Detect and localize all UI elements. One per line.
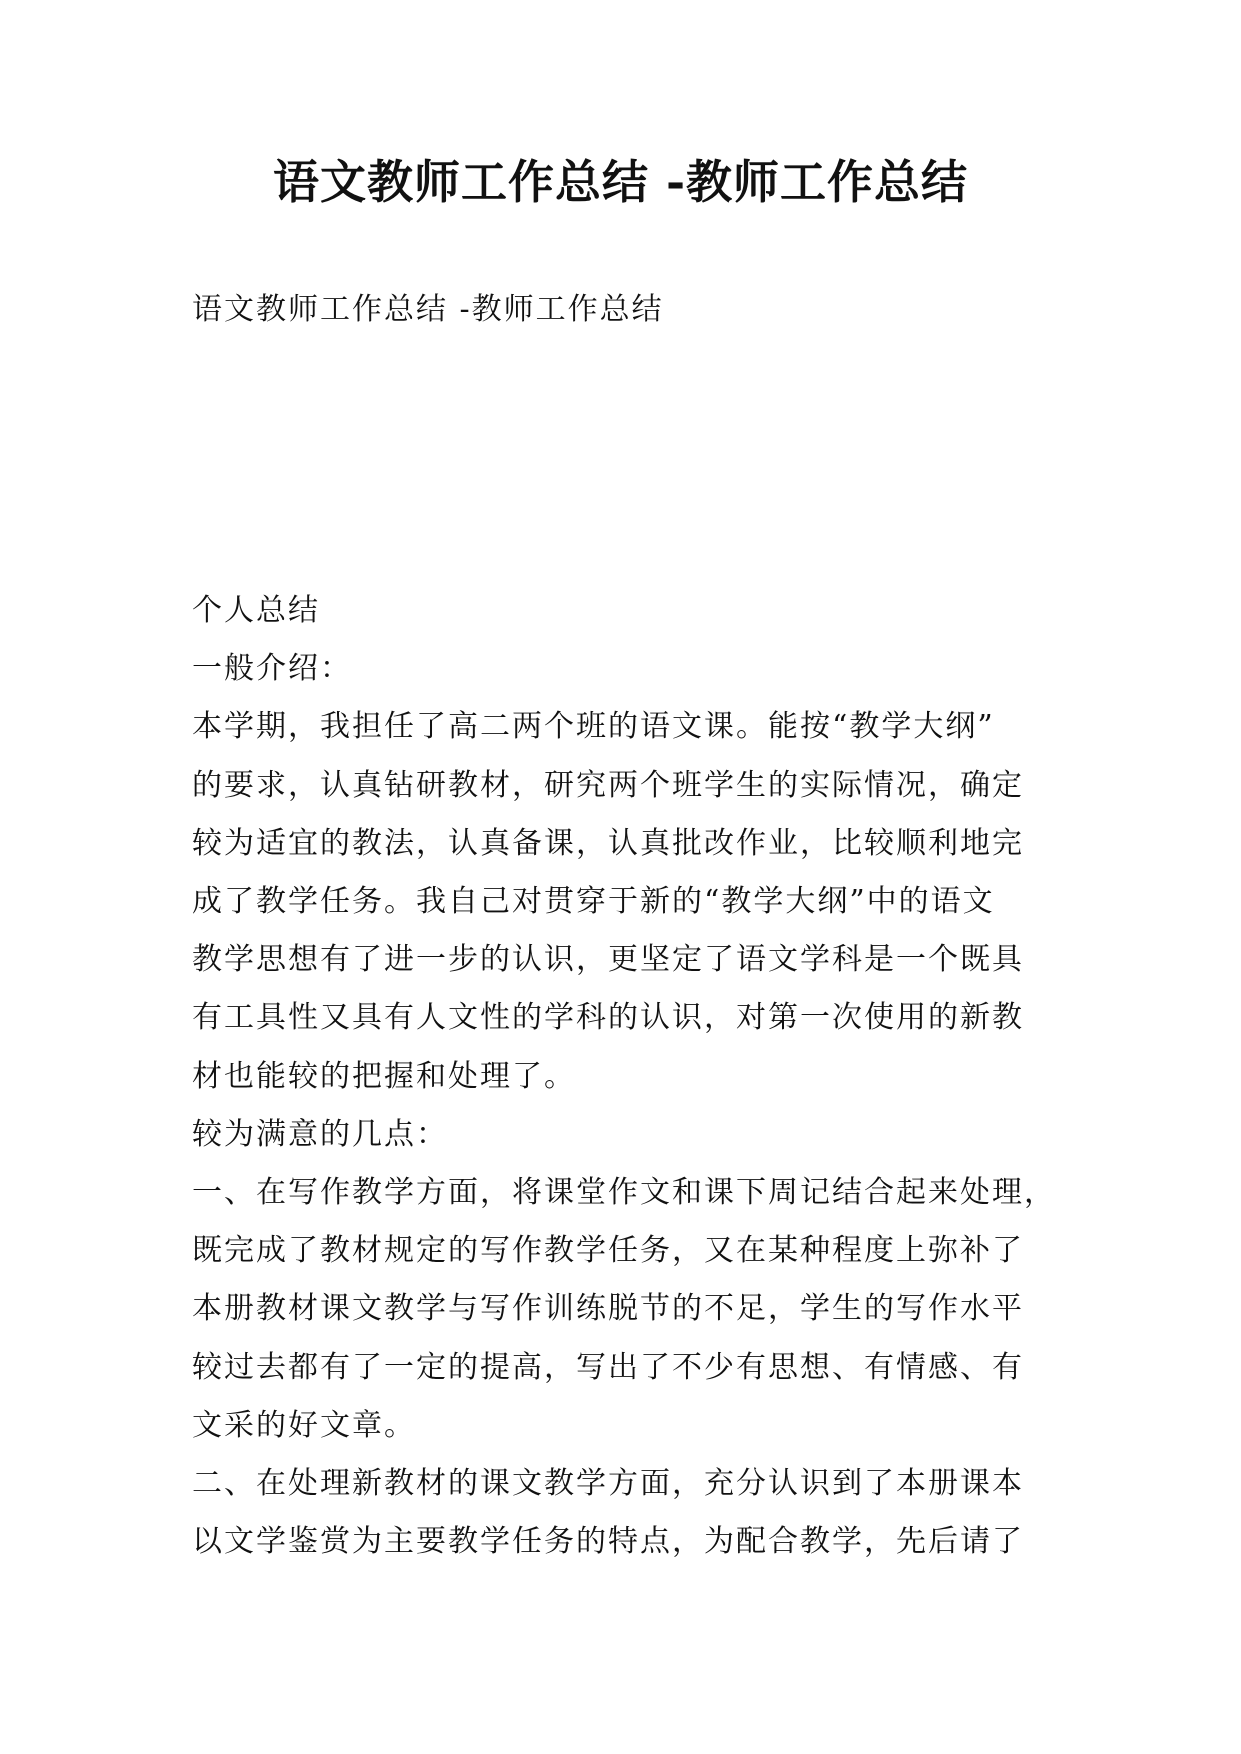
body-line: 较为适宜的教法，认真备课，认真批改作业，比较顺利地完 xyxy=(192,825,1024,861)
body-line: 一、在写作教学方面，将课堂作文和课下周记结合起来处理， xyxy=(192,1175,1056,1211)
document-body xyxy=(192,582,1062,1571)
body-line: 以文学鉴赏为主要教学任务的特点，为配合教学，先后请了 xyxy=(192,1524,1024,1560)
body-line: 成了教学任务。我自己对贯穿于新的“教学大纲”中的语文 xyxy=(192,884,995,920)
body-line: 二、在处理新教材的课文教学方面，充分认识到了本册课本 xyxy=(192,1466,1024,1502)
body-line: 本学期，我担任了高二两个班的语文课。能按“教学大纲” xyxy=(192,709,995,745)
body-line: 教学思想有了进一步的认识，更坚定了语文学科是一个既具 xyxy=(192,942,1024,978)
body-line: 本册教材课文教学与写作训练脱节的不足，学生的写作水平 xyxy=(192,1291,1024,1327)
body-line: 有工具性又具有人文性的学科的认识，对第一次使用的新教 xyxy=(192,1000,1024,1036)
body-line: 既完成了教材规定的写作教学任务，又在某种程度上弥补了 xyxy=(192,1233,1024,1269)
document-subtitle: 语文教师工作总结 -教师工作总结 xyxy=(192,292,664,327)
body-line: 较为满意的几点： xyxy=(192,1116,448,1152)
document-title: 语文教师工作总结 -教师工作总结 xyxy=(272,155,969,209)
body-line: 一般介绍： xyxy=(192,651,352,687)
body-line: 材也能较的把握和处理了。 xyxy=(192,1058,576,1094)
body-line: 较过去都有了一定的提高，写出了不少有思想、有情感、有 xyxy=(192,1349,1024,1385)
body-line: 文采的好文章。 xyxy=(192,1407,416,1443)
body-line: 的要求，认真钻研教材，研究两个班学生的实际情况，确定 xyxy=(192,767,1024,803)
body-line: 个人总结 xyxy=(192,593,320,628)
